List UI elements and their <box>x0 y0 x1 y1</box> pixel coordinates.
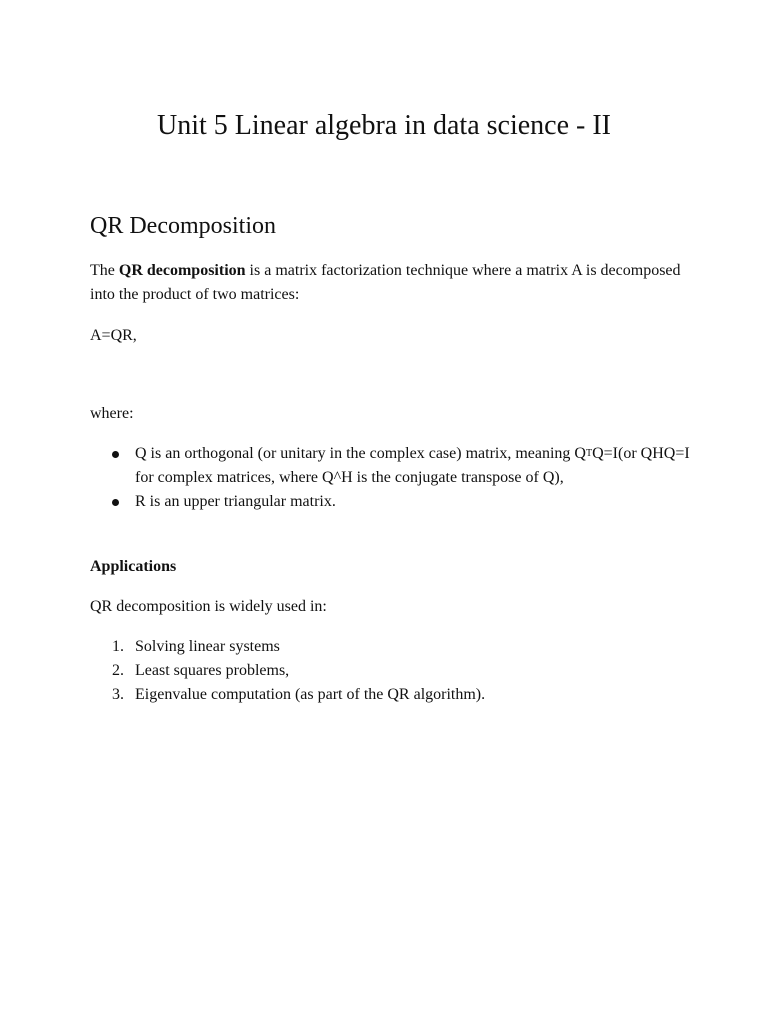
applications-heading: Applications <box>90 558 177 575</box>
definition-list <box>90 442 690 514</box>
bullet-icon <box>112 499 119 506</box>
intro-paragraph <box>90 259 690 307</box>
list-item <box>90 659 690 683</box>
list-item-text: Solving linear systems <box>135 638 280 655</box>
list-number: 3. <box>112 686 124 703</box>
uses-intro: QR decomposition is widely used in: <box>90 598 327 615</box>
section-heading: QR Decomposition <box>90 213 276 239</box>
bullet-icon <box>112 451 119 458</box>
list-number: 1. <box>112 638 124 655</box>
list-item <box>90 490 690 514</box>
q-definition-part-1: Q is an orthogonal (or unitary in the complex case) matrix, meaning Q <box>135 445 586 462</box>
r-definition: R is an upper triangular matrix. <box>135 493 336 510</box>
transpose-superscript: T <box>585 448 593 459</box>
list-item <box>90 683 690 707</box>
list-item <box>90 635 690 659</box>
intro-bold-term: QR decomposition <box>118 262 246 279</box>
intro-prefix: The <box>90 262 119 279</box>
intro-suffix: is a matrix factorization technique where a matrix A is decomposed into the product of two matrices: <box>90 262 681 303</box>
document-title: Unit 5 Linear algebra in data science - II <box>156 110 611 141</box>
q-definition-part-2: Q=I(or QHQ=I for complex matrices, where Q^H is the conjugate transpose of Q), <box>135 445 690 486</box>
uses-list <box>90 635 690 707</box>
formula-text: A=QR, <box>90 327 137 344</box>
list-item-text: Eigenvalue computation (as part of the QR algorithm). <box>135 686 486 703</box>
where-label: where: <box>90 405 134 422</box>
list-item <box>90 442 690 490</box>
list-item-text: Least squares problems, <box>135 662 290 679</box>
list-number: 2. <box>112 662 124 679</box>
